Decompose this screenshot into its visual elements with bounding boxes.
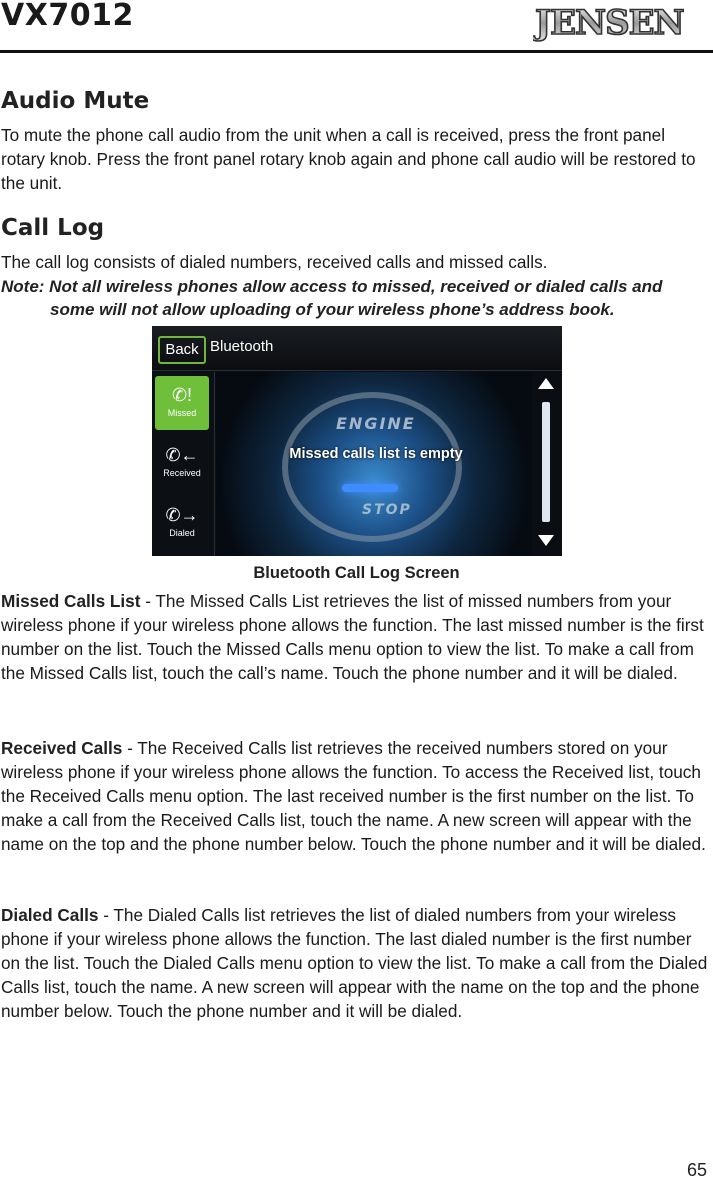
menu-dialed[interactable]	[155, 496, 209, 550]
call-log-text: The call log consists of dialed numbers, received calls and missed calls.	[1, 252, 548, 272]
engine-text: ENGINE	[336, 414, 416, 433]
scroll-down-icon[interactable]	[538, 535, 554, 546]
menu-missed-label: Missed	[167, 408, 197, 418]
dialed-calls-text: - The Dialed Calls list retrieves the list of dialed numbers from your wireless phone if your wireless phone allows the function. The last dialed number is the first number on the list. Touch the Dialed Calls menu option to view the list. To make a call from the Dialed Calls list, touch the name. A new screen will appear with the name on the top and the phone number below. Touch the phone number and it will be dialed.	[1, 905, 708, 1021]
scroll-track[interactable]	[542, 402, 550, 522]
missed-call-icon: ✆!	[171, 385, 193, 405]
scroll-up-icon[interactable]	[538, 378, 554, 389]
missed-calls-paragraph	[1, 589, 709, 685]
call-log-menu	[152, 372, 215, 556]
dialed-call-icon: ✆→	[165, 505, 199, 525]
menu-missed[interactable]	[155, 376, 209, 430]
dialed-calls-paragraph	[1, 903, 709, 1023]
screen-title-bar	[152, 326, 562, 371]
received-calls-paragraph	[1, 736, 709, 856]
menu-received[interactable]	[155, 436, 209, 490]
page-number: 65	[686, 1160, 707, 1180]
header-rule	[0, 50, 713, 53]
bluetooth-call-log-screenshot	[152, 326, 562, 556]
model-number: VX7012	[1, 0, 134, 33]
missed-calls-term: Missed Calls List	[1, 591, 141, 611]
audio-mute-heading: Audio Mute	[1, 88, 150, 114]
call-log-note	[1, 275, 701, 321]
audio-mute-text: To mute the phone call audio from the unit when a call is received, press the front panel rotary knob. Press the front panel rotary knob again and phone call audio will be restored to the unit.	[1, 125, 696, 193]
scrollbar[interactable]	[534, 372, 558, 556]
note-line-1: Note: Not all wireless phones allow access to missed, received or dialed calls and	[1, 277, 663, 296]
missed-calls-text: - The Missed Calls List retrieves the list of missed numbers from your wireless phone if your wireless phone allows the function. The last missed number is the first number on the list. Touch the Missed Calls menu option to view the list. To make a call from the Missed Calls list, touch the call’s name. Touch the phone number and it will be dialed.	[1, 591, 704, 683]
screen-main-area	[216, 372, 532, 556]
call-log-heading: Call Log	[1, 215, 105, 241]
menu-dialed-label: Dialed	[169, 528, 195, 538]
page-header	[0, 0, 713, 54]
received-call-icon: ✆←	[165, 445, 199, 465]
jensen-logo	[533, 2, 709, 42]
dialed-calls-term: Dialed Calls	[1, 905, 99, 925]
svg-text:JENSEN: JENSEN	[535, 3, 684, 42]
menu-received-label: Received	[163, 468, 201, 478]
received-calls-text: - The Received Calls list retrieves the received numbers stored on your wireless phone if your wireless phone allows the function. To access the Received list, touch the Received Calls menu option. The last received number is the first number on the list. To make a call from the Received Calls list, touch the name. A new screen will appear with the name on the top and the phone number below. Touch the phone number and it will be dialed.	[1, 738, 706, 854]
received-calls-term: Received Calls	[1, 738, 123, 758]
note-line-2: some will not allow uploading of your wireless phone’s address book.	[50, 300, 615, 319]
engine-button-glow	[342, 484, 398, 492]
back-button[interactable]: Back	[158, 336, 206, 364]
stop-text: STOP	[362, 502, 412, 518]
empty-list-message: Missed calls list is empty	[289, 446, 463, 462]
figure-caption: Bluetooth Call Log Screen	[253, 564, 460, 582]
screen-title: Bluetooth	[210, 338, 274, 355]
